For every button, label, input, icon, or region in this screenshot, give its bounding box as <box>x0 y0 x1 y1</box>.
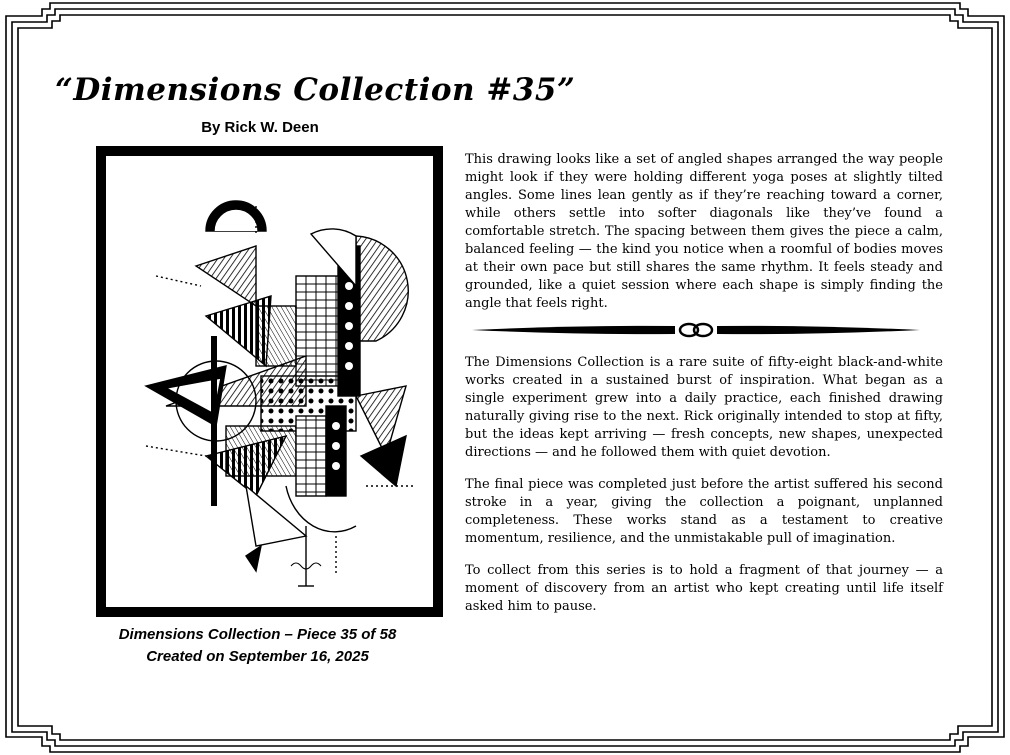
abstract-drawing-illustration <box>106 156 433 607</box>
caption-piece-number: Dimensions Collection – Piece 35 of 58 <box>118 626 397 643</box>
description-paragraph: This drawing looks like a set of angled shapes arranged the way people might look if they were holding different yoga poses at slightly tilted angles. Some lines lean gently as if they’re reaching toward a corner, while others settle into softer diagonals like they’ve found a comfortable stretch. The spacing between them gives the piece a calm, balanced feeling — the kind you notice when a roomful of bodies moves at their own pace but still shares the same rhythm. It feels steady and grounded, like a quiet session where each shape is simply finding the angle that feels right. <box>465 152 943 311</box>
artwork-frame <box>96 146 443 617</box>
page-title: “Dimensions Collection #35” <box>55 72 576 108</box>
caption-created-date: Created on September 16, 2025 <box>146 648 369 665</box>
collection-history-paragraph: The Dimensions Collection is a rare suite of fifty-eight black-and-white works created in a sustained burst of inspiration. What began as a single experiment grew into a daily practice, each finished drawing naturally giving rise to the next. Rick originally intended to stop at fifty, but the ideas kept arriving — fresh concepts, new shapes, unexpected directions — and he followed them with quiet devotion. <box>465 355 943 460</box>
final-piece-paragraph: The final piece was completed just before the artist suffered his second stroke in a year, giving the collection a poignant, unplanned completeness. These works stand as a testament to creative momentum, resilience, and the unmistakable pull of imagination. <box>465 477 943 546</box>
ornamental-divider <box>470 320 922 340</box>
artist-byline: By Rick W. Deen <box>201 119 319 136</box>
collector-paragraph: To collect from this series is to hold a fragment of that journey — a moment of discovery from an artist who kept creating until life itself asked him to pause. <box>465 563 943 614</box>
artwork-caption <box>80 624 435 668</box>
artwork-image <box>106 156 433 607</box>
